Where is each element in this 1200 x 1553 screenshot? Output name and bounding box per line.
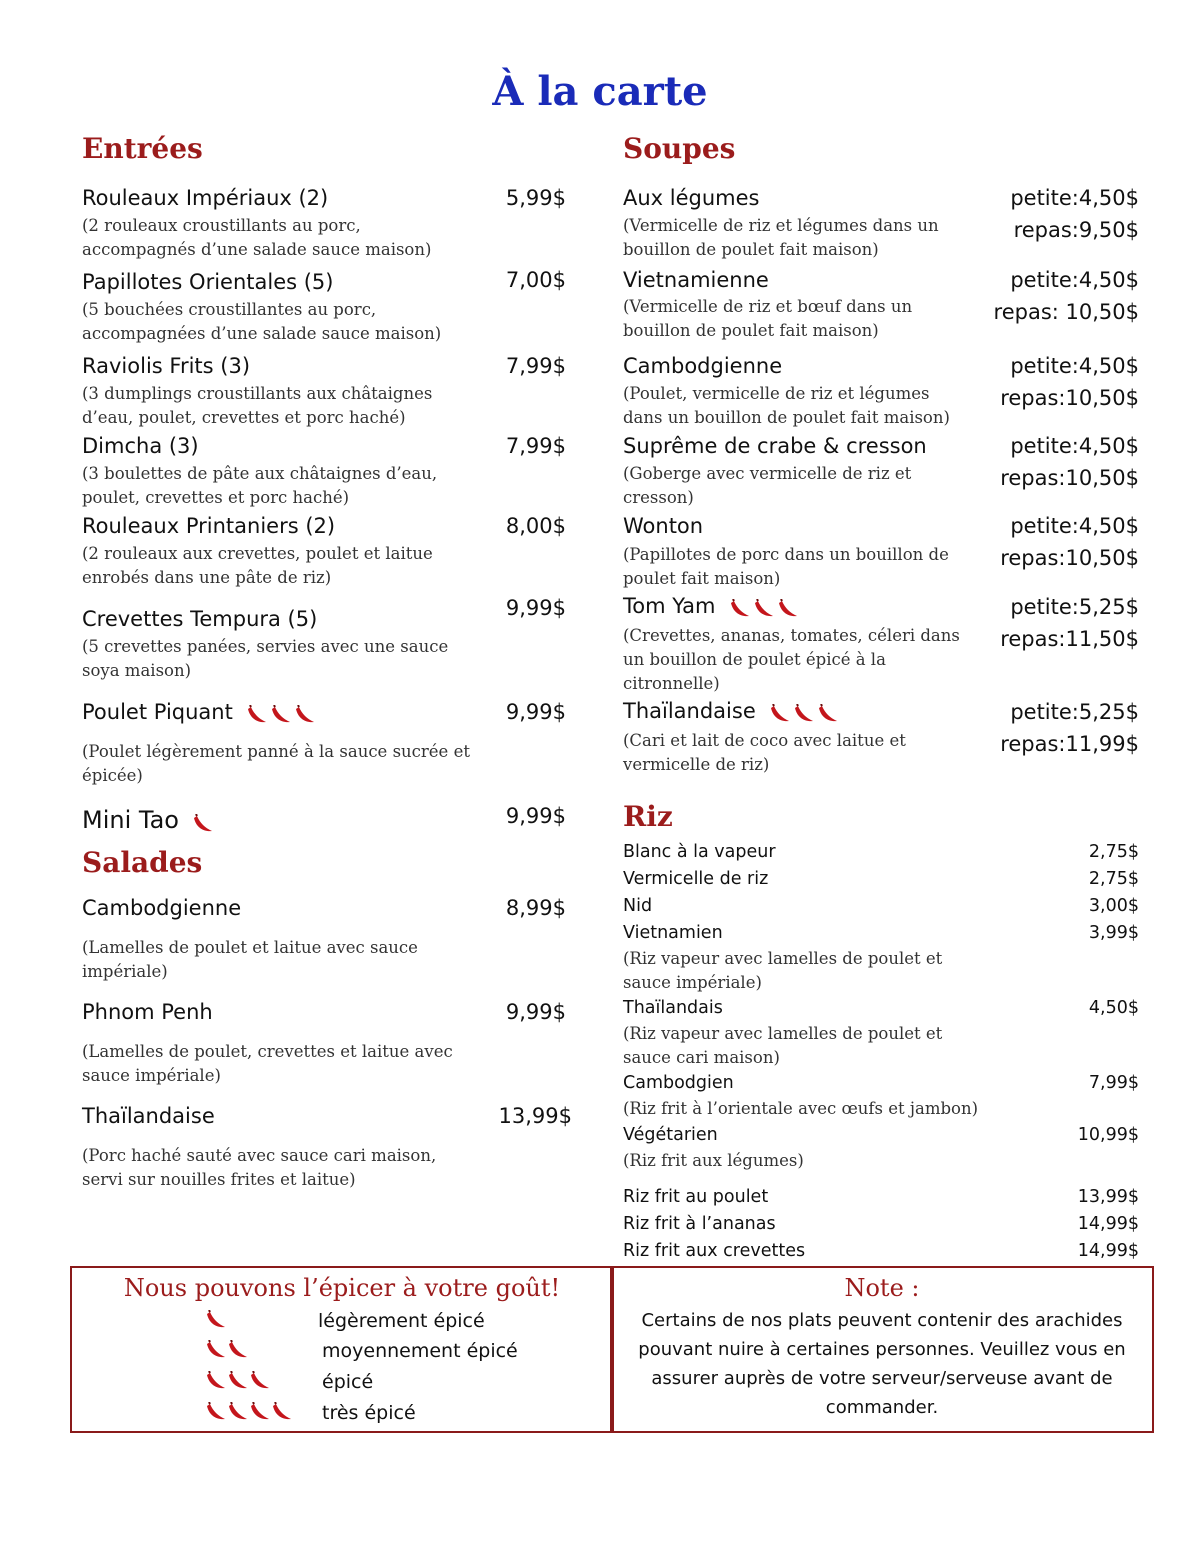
entree-desc: (3 dumplings croustillants aux châtaignes d’eau, poulet, crevettes et porc haché) [82,384,433,427]
note-box [610,1266,1154,1433]
riz-price: 14,99$ [1077,1241,1139,1261]
soupe-desc: (Vermicelle de riz et bœuf dans un bouillon de poulet fait maison) [623,297,913,340]
soupe-repas-price: repas:10,50$ [1000,386,1139,410]
salade-desc: (Porc haché sauté avec sauce cari maison, servi sur nouilles frites et laitue) [82,1146,437,1189]
riz-name: Riz frit à l’ananas [623,1214,776,1234]
entree-desc: (3 boulettes de pâte aux châtaignes d’eau, poulet, crevettes et porc haché) [82,464,438,507]
riz-desc: (Riz frit à l’orientale avec œufs et jambon) [623,1099,979,1118]
note-text: Certains de nos plats peuvent contenir des arachides pouvant nuire à certaines personnes. Veuillez vous en assurer auprès de votre serveur/serveuse avant de commander. [638,1310,1126,1418]
entree-price: 7,00$ [505,268,566,292]
riz-price: 2,75$ [1088,869,1139,889]
soupe-repas-price: repas: 10,50$ [993,300,1139,324]
salade-name: Phnom Penh [82,1000,213,1024]
soupe-desc: (Vermicelle de riz et légumes dans un bouillon de poulet fait maison) [623,216,939,259]
soupe-repas-price: repas:9,50$ [1013,218,1139,242]
riz-name: Riz frit aux crevettes [623,1241,806,1261]
entree-name: Mini Tao [82,806,179,834]
entree-desc: (2 rouleaux croustillants au porc, accompagnés d’une salade sauce maison) [82,216,432,259]
riz-price: 7,99$ [1088,1073,1139,1093]
entree-desc: (5 crevettes panées, servies avec une sauce soya maison) [82,637,449,680]
soupe-petite-price: petite:5,25$ [1010,595,1139,619]
entree-row-spicy [82,700,318,725]
riz-desc: (Riz vapeur avec lamelles de poulet et sauce impériale) [623,949,943,992]
entree-name: Crevettes Tempura (5) [82,607,318,631]
riz-name: Vietnamien [623,923,723,943]
chili-pepper-icon [729,599,801,619]
soupe-petite-price: petite:4,50$ [1010,354,1139,378]
riz-heading: Riz [623,800,673,833]
spice-level-label: épicé [322,1371,374,1393]
riz-price: 10,99$ [1077,1125,1139,1145]
spice-level-label: très épicé [322,1402,416,1424]
soupe-repas-price: repas:10,50$ [1000,546,1139,570]
riz-price: 3,99$ [1088,923,1139,943]
riz-price: 13,99$ [1077,1187,1139,1207]
riz-name: Thaïlandais [623,998,723,1018]
soupe-desc: (Poulet, vermicelle de riz et légumes dans un bouillon de poulet fait maison) [623,384,950,427]
riz-name: Nid [623,896,653,916]
soupe-desc: (Goberge avec vermicelle de riz et cresson) [623,464,912,507]
salade-price: 9,99$ [505,1000,566,1024]
soupe-row-spicy [623,699,841,724]
chili-pepper-icon [205,1340,249,1364]
salade-desc: (Lamelles de poulet et laitue avec sauce impériale) [82,938,418,981]
soupe-name: Suprême de crabe & cresson [623,434,927,458]
entree-desc: (Poulet légèrement panné à la sauce sucrée et épicée) [82,742,470,785]
spice-level-label: légèrement épicé [318,1310,485,1332]
entree-price: 7,99$ [505,434,566,458]
soupe-name: Cambodgienne [623,354,783,378]
spice-legend-title: Nous pouvons l’épicer à votre goût! [123,1274,561,1302]
soupe-desc: (Crevettes, ananas, tomates, céleri dans un bouillon de poulet épicé à la citronnelle) [623,626,960,693]
riz-price: 3,00$ [1088,896,1139,916]
chili-pepper-icon [205,1310,227,1334]
chili-pepper-icon [192,814,216,834]
riz-price: 2,75$ [1088,842,1139,862]
spice-legend-box [70,1266,614,1433]
entree-name: Papillotes Orientales (5) [82,270,334,294]
soupe-petite-price: petite:4,50$ [1010,268,1139,292]
entree-price: 8,00$ [505,514,566,538]
chili-pepper-icon [769,704,841,724]
salade-price: 8,99$ [505,896,566,920]
entree-price: 9,99$ [505,700,566,724]
soupe-row-spicy [623,594,801,619]
riz-name: Vermicelle de riz [623,869,769,889]
salades-heading: Salades [82,846,203,879]
riz-price: 4,50$ [1088,998,1139,1018]
entrees-heading: Entrées [82,132,203,165]
entree-desc: (2 rouleaux aux crevettes, poulet et laitue enrobés dans une pâte de riz) [82,544,433,587]
salade-desc: (Lamelles de poulet, crevettes et laitue avec sauce impériale) [82,1042,453,1085]
entree-desc: (5 bouchées croustillantes au porc, accompagnées d’une salade sauce maison) [82,300,442,343]
soupe-desc: (Papillotes de porc dans un bouillon de poulet fait maison) [623,545,949,588]
soupe-name: Vietnamienne [623,268,769,292]
salade-price: 13,99$ [498,1104,572,1128]
entree-price: 5,99$ [505,186,566,210]
entree-name: Rouleaux Printaniers (2) [82,514,336,538]
riz-name: Blanc à la vapeur [623,842,776,862]
entree-name: Dimcha (3) [82,434,199,458]
entree-price: 9,99$ [505,804,566,828]
chili-pepper-icon [205,1371,271,1395]
soupe-name: Thaïlandaise [623,699,756,723]
salade-name: Thaïlandaise [82,1104,215,1128]
soupe-name: Aux légumes [623,186,760,210]
note-title: Note : [844,1274,920,1302]
soupe-petite-price: petite:4,50$ [1010,434,1139,458]
entree-price: 9,99$ [505,596,566,620]
soupe-petite-price: petite:4,50$ [1010,186,1139,210]
soupes-heading: Soupes [623,132,736,165]
riz-name: Végétarien [623,1125,718,1145]
entree-name: Poulet Piquant [82,700,233,724]
soupe-petite-price: petite:4,50$ [1010,514,1139,538]
entree-name: Rouleaux Impériaux (2) [82,186,329,210]
riz-desc: (Riz frit aux légumes) [623,1151,804,1170]
entree-row-spicy [82,806,216,834]
salade-name: Cambodgienne [82,896,242,920]
entree-price: 7,99$ [505,354,566,378]
chili-pepper-icon [205,1402,293,1426]
entree-name: Raviolis Frits (3) [82,354,251,378]
soupe-repas-price: repas:10,50$ [1000,466,1139,490]
page-title: À la carte [492,68,708,115]
chili-pepper-icon [246,705,318,725]
soupe-repas-price: repas:11,99$ [1000,732,1139,756]
riz-name: Riz frit au poulet [623,1187,769,1207]
soupe-desc: (Cari et lait de coco avec laitue et vermicelle de riz) [623,731,906,774]
soupe-repas-price: repas:11,50$ [1000,627,1139,651]
riz-desc: (Riz vapeur avec lamelles de poulet et sauce cari maison) [623,1024,943,1067]
riz-name: Cambodgien [623,1073,734,1093]
soupe-name: Tom Yam [623,594,716,618]
soupe-name: Wonton [623,514,704,538]
riz-price: 14,99$ [1077,1214,1139,1234]
soupe-petite-price: petite:5,25$ [1010,700,1139,724]
spice-level-label: moyennement épicé [322,1340,518,1362]
